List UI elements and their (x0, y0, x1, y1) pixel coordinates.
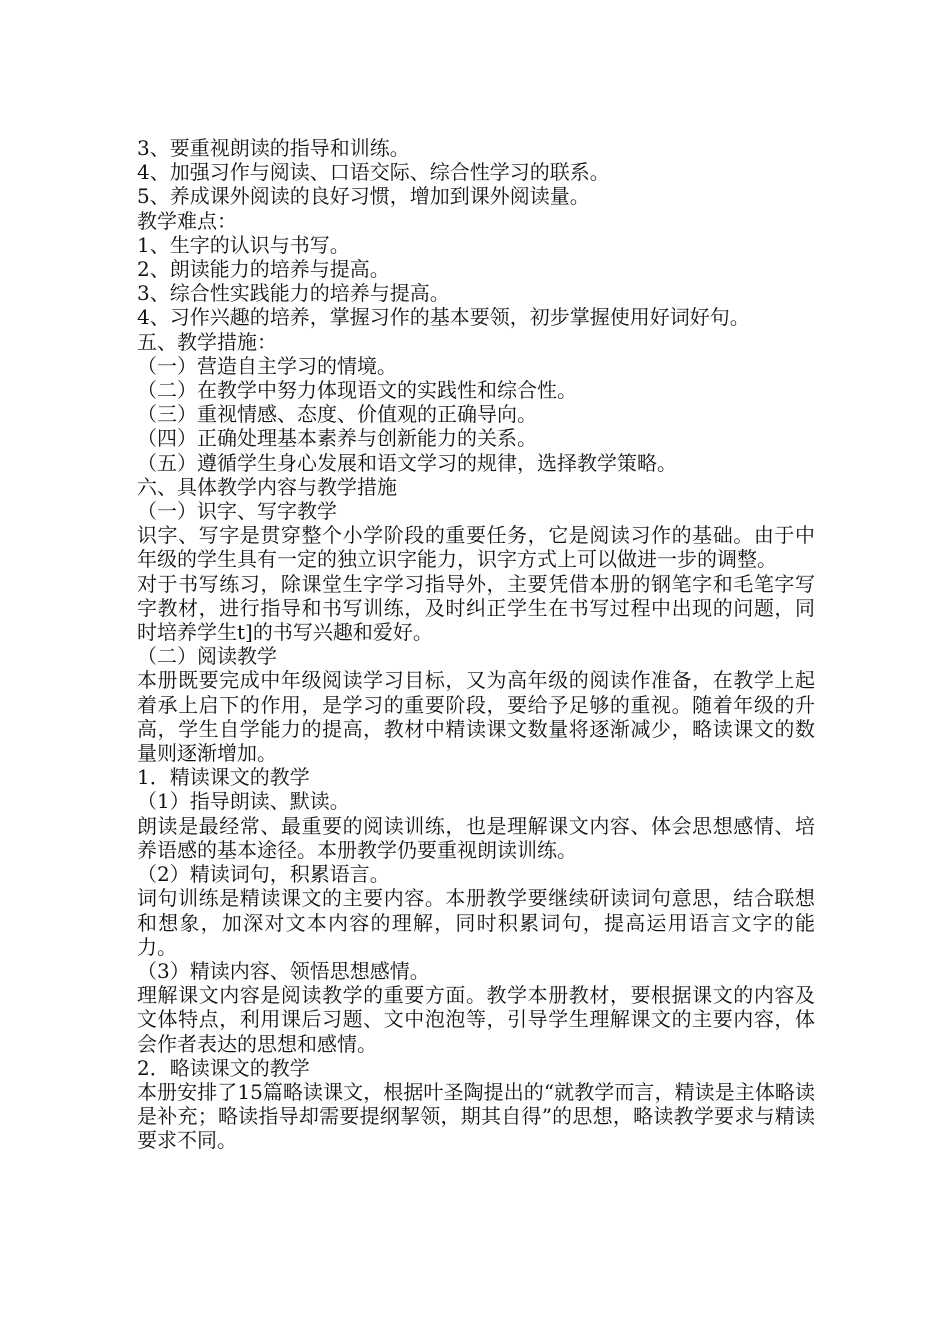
text-line: （五）遵循学生身心发展和语文学习的规律，选择教学策略。 (137, 450, 677, 475)
subsection-heading: 2．略读课文的教学 (137, 1055, 310, 1080)
paragraph: 本册既要完成中年级阅读学习目标，又为高年级的阅读作准备，在教学上起着承上启下的作用，是学习的重要阶段，要给予足够的重视。随着年级的升高，学生自学能力的提高，教材中精读课文数量将逐渐减少，略读课文的数量则逐渐增加。 (137, 668, 815, 766)
text-line: 3、综合性实践能力的培养与提高。 (137, 281, 450, 306)
text-line: 4、加强习作与阅读、口语交际、综合性学习的联系。 (137, 160, 610, 185)
subsection-heading: （二）阅读教学 (137, 644, 277, 669)
text-line: 2、朗读能力的培养与提高。 (137, 257, 390, 282)
document-page (137, 136, 815, 1153)
section-heading: 六、具体教学内容与教学措施 (137, 474, 397, 499)
paragraph: 词句训练是精读课文的主要内容。本册教学要继续研读词句意思，结合联想和想象，加深对文本内容的理解，同时积累词句，提高运用语言文字的能力。 (137, 886, 815, 959)
paragraph: 识字、写字是贯穿整个小学阶段的重要任务，它是阅读习作的基础。由于中年级的学生具有一定的独立识字能力，识字方式上可以做进一步的调整。 (137, 523, 815, 572)
paragraph: 朗读是最经常、最重要的阅读训练，也是理解课文内容、体会思想感情、培养语感的基本途径。本册教学仍要重视朗读训练。 (137, 813, 815, 862)
text-line: （四）正确处理基本素养与创新能力的关系。 (137, 426, 537, 451)
text-line: （二）在教学中努力体现语文的实践性和综合性。 (137, 378, 577, 403)
item-heading: （3）精读内容、领悟思想感情。 (137, 958, 430, 983)
item-heading: （1）指导朗读、默读。 (137, 789, 350, 814)
text-line: 4、习作兴趣的培养，掌握习作的基本要领，初步掌握使用好词好句。 (137, 305, 750, 330)
text-line: 1、生字的认识与书写。 (137, 232, 350, 257)
paragraph: 本册安排了15篇略读课文，根据叶圣陶提出的“就教学而言，精读是主体略读是补充；略读指导却需要提纲挈领，期其自得”的思想，略读教学要求与精读要求不同。 (137, 1079, 815, 1153)
paragraph: 对于书写练习，除课堂生字学习指导外，主要凭借本册的钢笔字和毛笔字写字教材，进行指导和书写训练，及时纠正学生在书写过程中出现的问题，同时培养学生t]的书写兴趣和爱好。 (137, 571, 815, 645)
section-heading: 教学难点： (137, 208, 237, 233)
text-line: 5、养成课外阅读的良好习惯，增加到课外阅读量。 (137, 184, 590, 209)
section-heading: 五、教学措施： (137, 329, 277, 354)
subsection-heading: 1．精读课文的教学 (137, 765, 310, 790)
text-line: 3、要重视朗读的指导和训练。 (137, 136, 410, 160)
subsection-heading: （一）识字、写字教学 (137, 499, 337, 524)
item-heading: （2）精读词句，积累语言。 (137, 862, 390, 887)
text-line: （三）重视情感、态度、价值观的正确导向。 (137, 402, 537, 427)
text-line: （一）营造自主学习的情境。 (137, 353, 397, 378)
paragraph: 理解课文内容是阅读教学的重要方面。教学本册教材，要根据课文的内容及文体特点，利用课后习题、文中泡泡等，引导学生理解课文的主要内容，体会作者表达的思想和感情。 (137, 983, 815, 1056)
